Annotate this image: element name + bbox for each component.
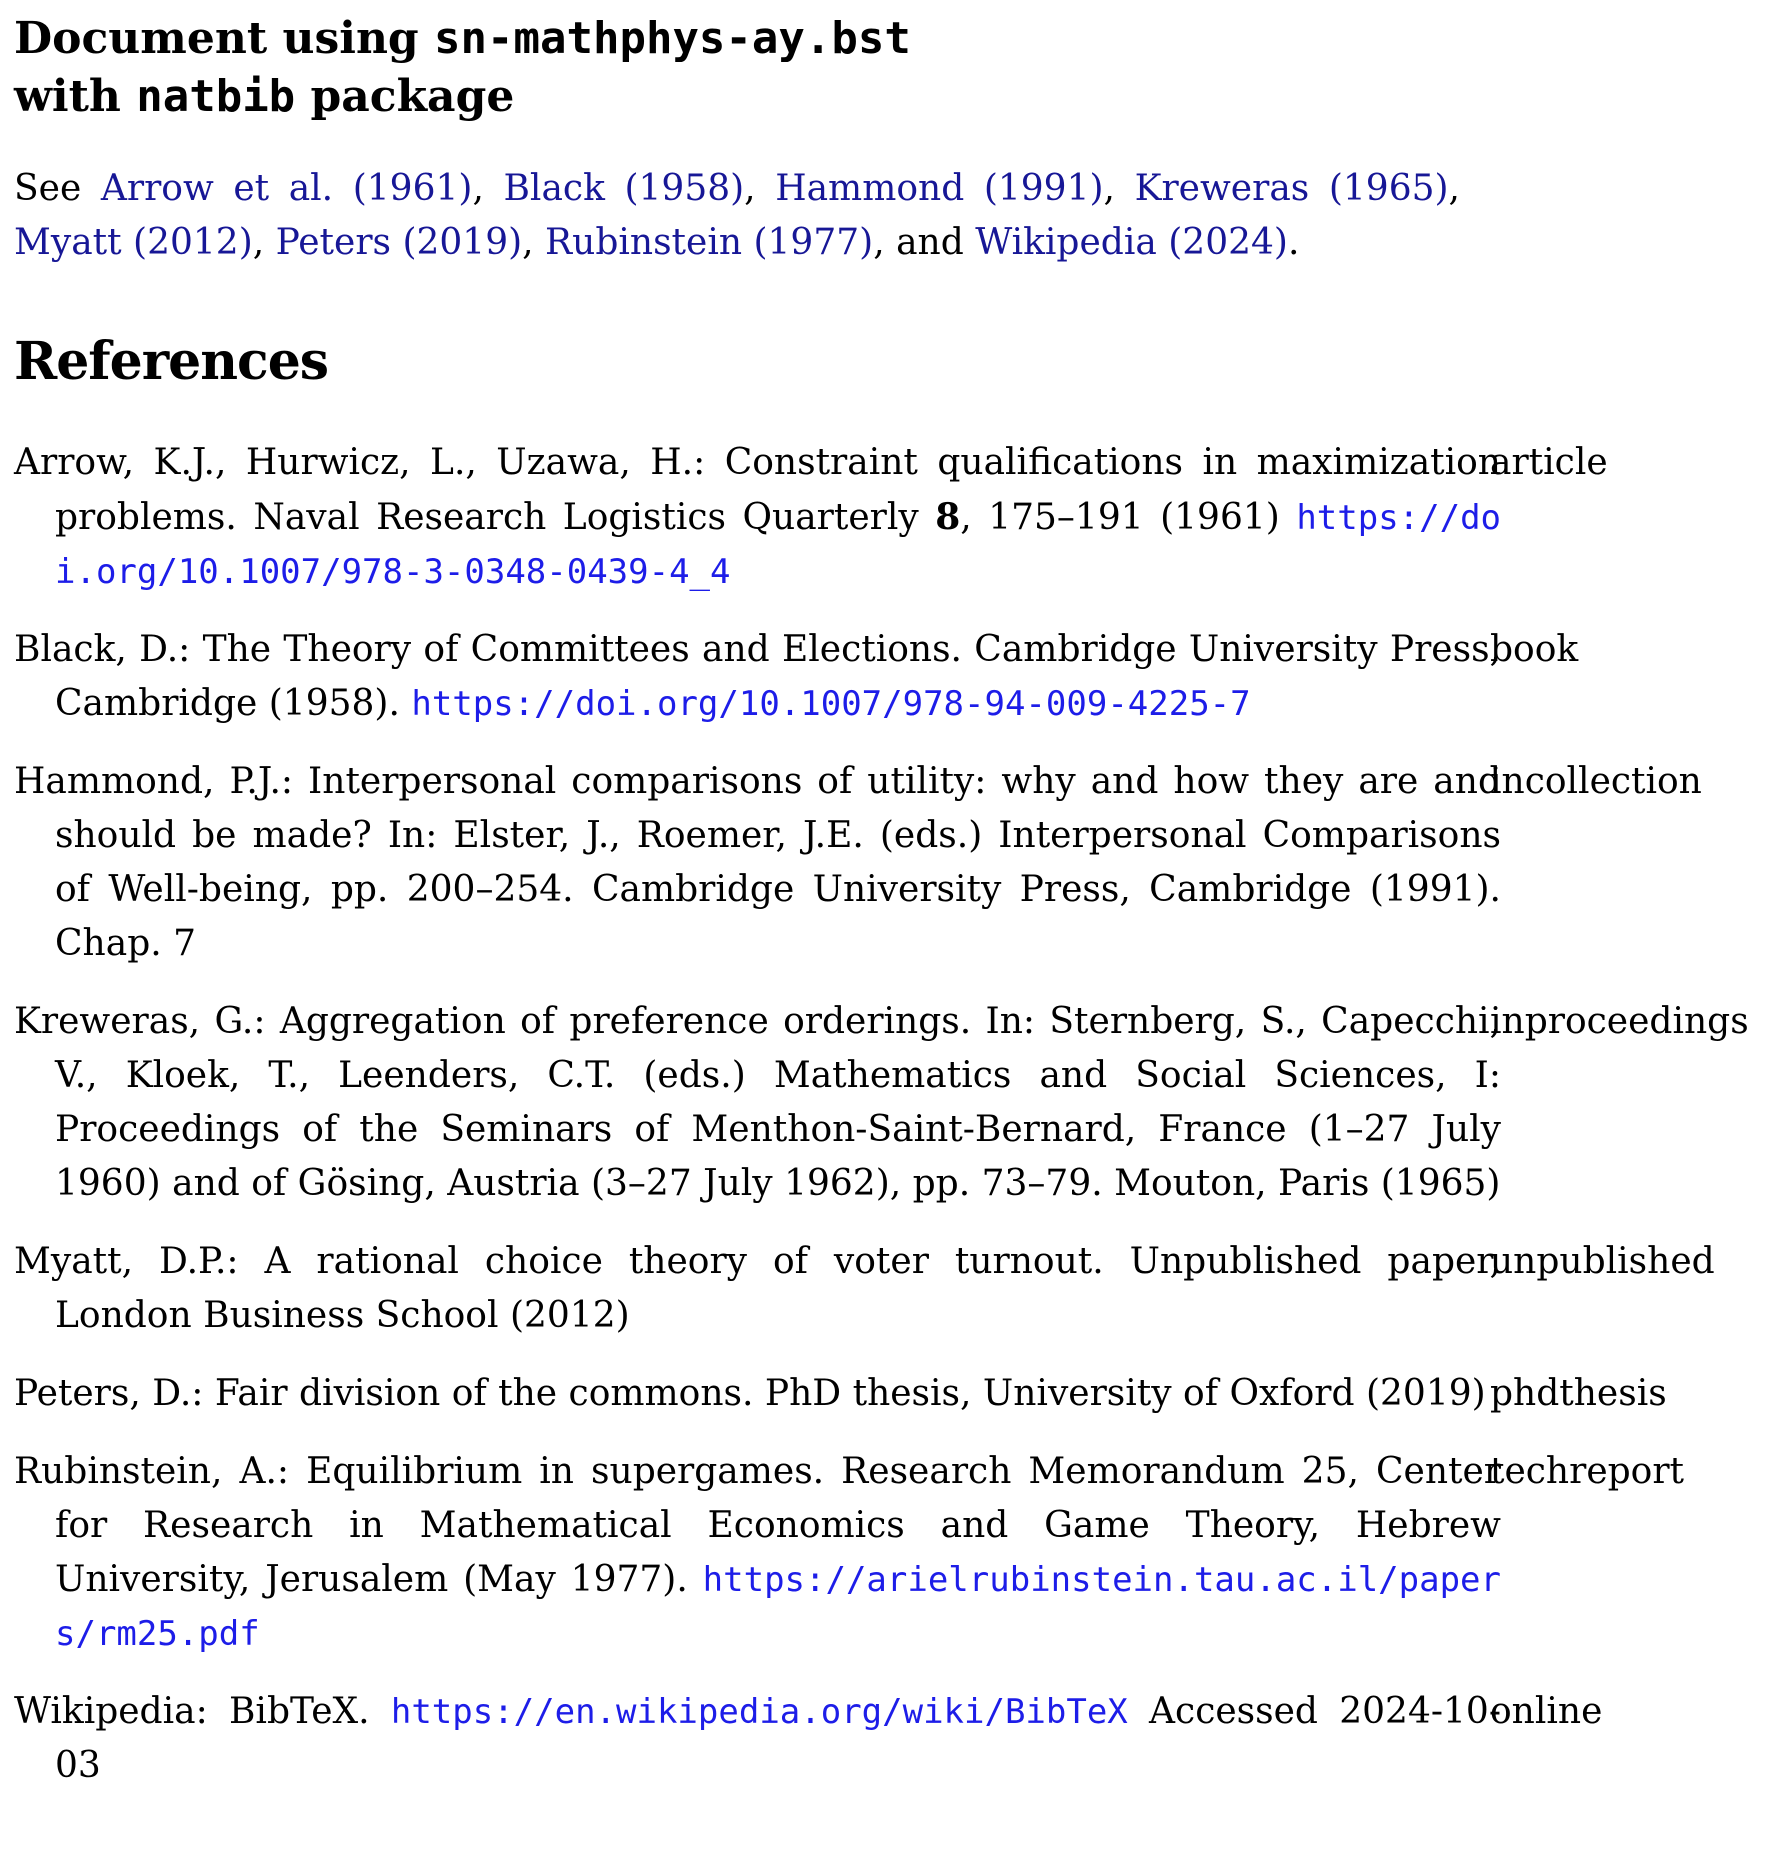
- text-run: Black, D.: The Theory of Committees and Elections. Cambridge University Press, Cambridge (1958).: [14, 629, 1501, 724]
- reference-entry: [14, 623, 1769, 731]
- citation-link[interactable]: Peters (2019): [275, 222, 523, 263]
- citation-link[interactable]: Hammond (1991): [775, 168, 1104, 209]
- citation-link[interactable]: Rubinstein (1977): [545, 222, 874, 263]
- references-heading: References: [14, 331, 329, 392]
- reference-entry: [14, 436, 1769, 599]
- reference-entry: [14, 1685, 1769, 1793]
- reference-entry: [14, 995, 1769, 1211]
- reference-entry-text: [14, 1235, 1501, 1343]
- text-run: See: [14, 168, 101, 209]
- text-run: with: [14, 71, 137, 122]
- text-run: Document using: [14, 13, 435, 64]
- url-link[interactable]: https://doi.org/10.1007/978-3-0348-0439-4_4: [55, 498, 1502, 592]
- citation-link[interactable]: Kreweras (1965): [1134, 168, 1449, 209]
- text-run: ,: [522, 222, 546, 263]
- reference-entry-text: [14, 623, 1501, 731]
- text-run: Kreweras, G.: Aggregation of preference orderings. In: Sternberg, S., Capecchi, V., Kloek, T., Leenders, C.T. (eds.) Mathematics and Social Sciences, I: Proceedings of the Seminars of Menthon-Saint-Bernard, France (1–27 July 1960) and of Gösing, Austria (3–27 July 1962), pp. 73–79. Mouton, Paris (1965): [14, 1001, 1501, 1204]
- title-line-1: [14, 10, 1769, 68]
- url-link[interactable]: https://doi.org/10.1007/978-94-009-4225-7: [411, 684, 1251, 724]
- text-run: Accessed 2024-10-03: [55, 1691, 1501, 1786]
- reference-entry-text: [14, 1367, 1501, 1421]
- reference-list: [14, 436, 1769, 1793]
- entry-type-label: inproceedings: [1490, 1001, 1749, 1042]
- text-run: Myatt, D.P.: A rational choice theory of voter turnout. Unpublished paper, London Business School (2012): [14, 1241, 1501, 1336]
- reference-entry: [14, 1235, 1769, 1343]
- citation-link[interactable]: Black (1958): [503, 168, 745, 209]
- reference-entry-text: [14, 995, 1501, 1211]
- document-title: [14, 10, 1769, 126]
- text-run: Arrow, K.J., Hurwicz, L., Uzawa, H.: Constraint qualifications in maximization problems. Naval Research Logistics Quarterly: [14, 442, 1501, 538]
- reference-entry: [14, 1445, 1769, 1661]
- reference-entry: [14, 1367, 1769, 1421]
- entry-type-label: phdthesis: [1490, 1373, 1667, 1414]
- text-run: ,: [744, 168, 776, 209]
- entry-type-label: unpublished: [1490, 1241, 1715, 1282]
- text-run: ,: [1448, 168, 1460, 209]
- title-line-2: [14, 68, 1769, 126]
- url-link[interactable]: https://arielrubinstein.tau.ac.il/papers/rm25.pdf: [55, 1560, 1501, 1654]
- entry-type-label: online: [1490, 1691, 1603, 1732]
- text-run: ,: [1103, 168, 1135, 209]
- text-run: package: [295, 71, 515, 122]
- reference-entry-text: [14, 436, 1501, 599]
- text-run: sn-mathphys-ay.bst: [434, 13, 911, 64]
- text-run: , 175–191 (1961): [960, 497, 1297, 538]
- text-run: natbib: [136, 71, 296, 122]
- entry-type-label: techreport: [1490, 1451, 1685, 1492]
- reference-entry-text: [14, 1685, 1501, 1793]
- text-run: , and: [873, 222, 976, 263]
- text-run: ,: [252, 222, 276, 263]
- citation-link[interactable]: Wikipedia (2024): [975, 222, 1288, 263]
- entry-type-label: book: [1490, 629, 1579, 670]
- reference-entry-text: [14, 755, 1501, 971]
- citation-link[interactable]: Arrow et al. (1961): [100, 168, 473, 209]
- text-run: ,: [472, 168, 504, 209]
- citation-link[interactable]: Myatt (2012): [14, 222, 253, 263]
- text-run: Wikipedia: BibTeX.: [14, 1691, 391, 1732]
- citation-paragraph: [14, 162, 1460, 270]
- text-run: Peters, D.: Fair division of the commons. PhD thesis, University of Oxford (2019): [14, 1373, 1486, 1414]
- text-run: Rubinstein, A.: Equilibrium in supergames. Research Memorandum 25, Center for Research in Mathematical Economics and Game Theory, Hebrew University, Jerusalem (May 1977).: [14, 1451, 1501, 1600]
- text-run: Hammond, P.J.: Interpersonal comparisons of utility: why and how they are and should be made? In: Elster, J., Roemer, J.E. (eds.) Interpersonal Comparisons of Well-being, pp. 200–254. Cambridge University Press, Cambridge (1991). Chap. 7: [14, 761, 1501, 964]
- text-run: .: [1287, 222, 1300, 263]
- entry-type-label: article: [1490, 442, 1608, 483]
- url-link[interactable]: https://en.wikipedia.org/wiki/BibTeX: [390, 1692, 1128, 1732]
- text-run: 8: [935, 496, 961, 538]
- entry-type-label: incollection: [1490, 761, 1702, 802]
- reference-entry-text: [14, 1445, 1501, 1661]
- reference-entry: [14, 755, 1769, 971]
